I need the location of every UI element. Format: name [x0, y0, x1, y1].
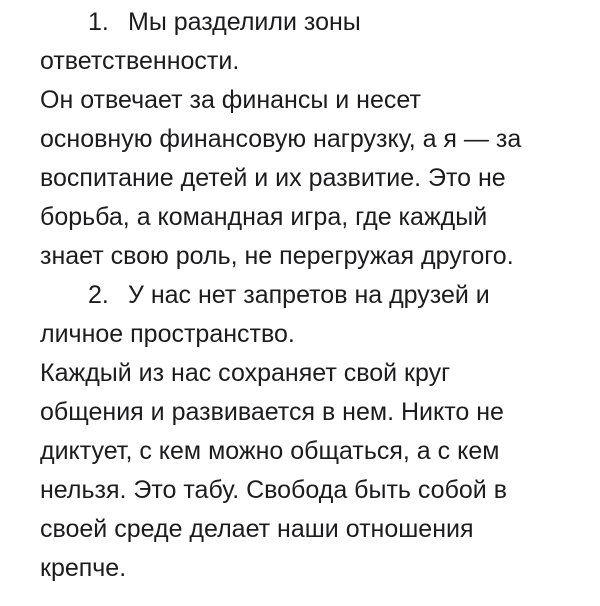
- paragraph-line: нельзя. Это табу. Свобода быть собой в: [40, 476, 507, 504]
- list-item-heading: Мы разделили зоны: [128, 8, 361, 36]
- list-number: 2.: [88, 281, 109, 309]
- paragraph-line: своей среде делает наши отношения: [40, 515, 474, 543]
- paragraph-line: знает свою роль, не перегружая другого.: [40, 242, 514, 270]
- paragraph-line: борьба, а командная игра, где каждый: [40, 203, 488, 231]
- paragraph-line: Каждый из нас сохраняет свой круг: [40, 359, 451, 387]
- paragraph-line: крепче.: [40, 554, 127, 582]
- list-item-heading: У нас нет запретов на друзей и: [128, 281, 490, 309]
- list-item-heading-continued: личное пространство.: [40, 320, 295, 348]
- paragraph-line: Он отвечает за финансы и несет: [40, 86, 421, 114]
- list-item-heading-continued: ответственности.: [40, 47, 240, 75]
- list-number: 1.: [88, 8, 109, 36]
- paragraph-line: общения и развивается в нем. Никто не: [40, 398, 504, 426]
- paragraph-line: диктует, с кем можно общаться, а с кем: [40, 437, 500, 465]
- paragraph-line: основную финансовую нагрузку, а я — за: [40, 125, 522, 153]
- paragraph-line: воспитание детей и их развитие. Это не: [40, 164, 506, 192]
